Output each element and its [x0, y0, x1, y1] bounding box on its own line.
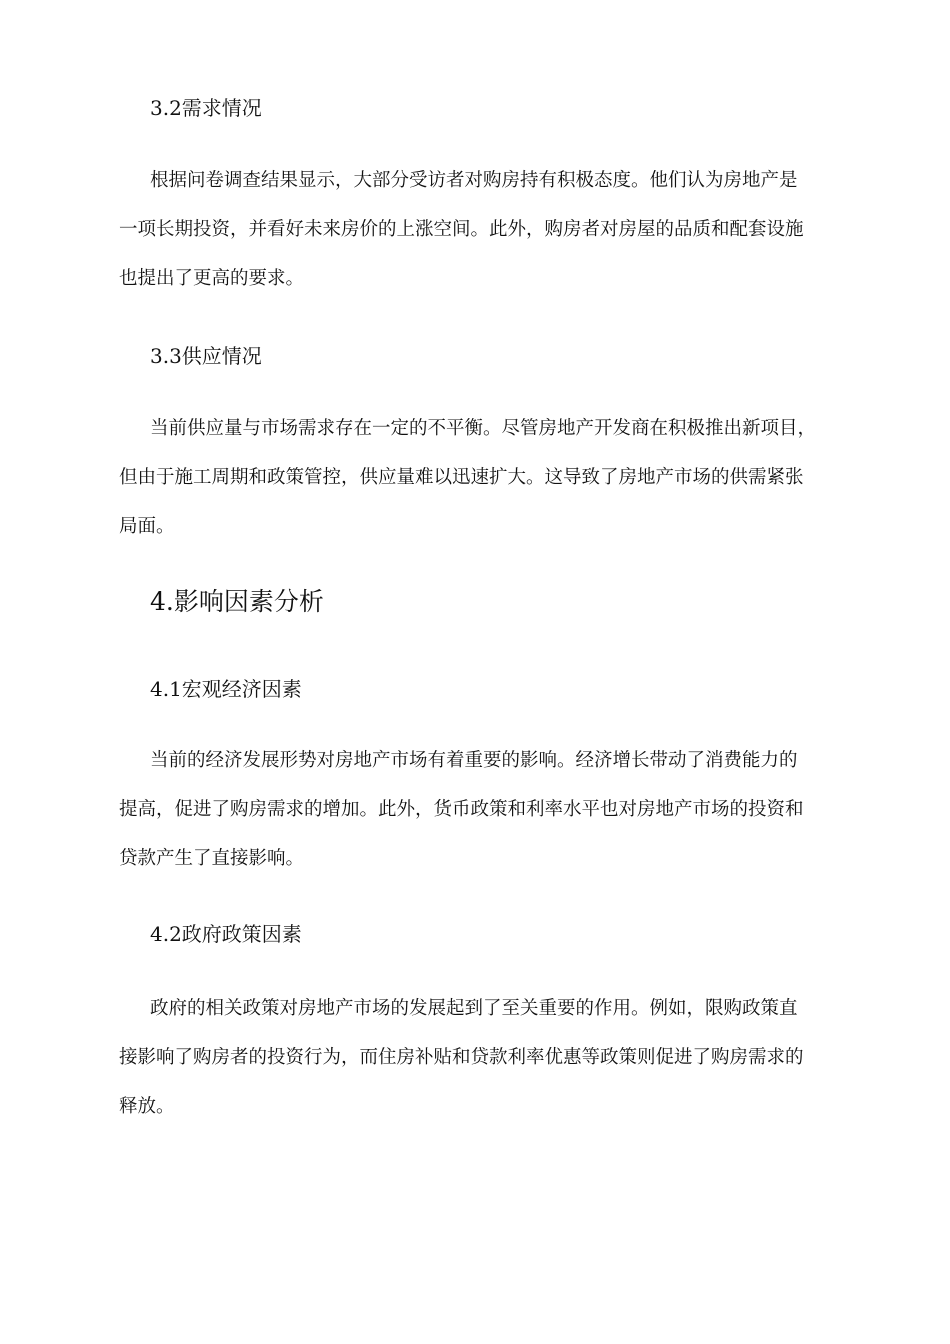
paragraph-3-3	[119, 404, 831, 551]
paragraph-line: 一项长期投资，并看好未来房价的上涨空间。此外，购房者对房屋的品质和配套设施	[119, 219, 804, 240]
section-heading-3-2: 3.2需求情况	[150, 96, 262, 120]
section-heading-4-2: 4.2政府政策因素	[150, 922, 302, 946]
section-heading-4-1: 4.1宏观经济因素	[150, 677, 302, 701]
paragraph-line: 提高，促进了购房需求的增加。此外，货币政策和利率水平也对房地产市场的投资和	[119, 799, 804, 820]
paragraph-line: 根据问卷调查结果显示，大部分受访者对购房持有积极态度。他们认为房地产是	[150, 170, 798, 191]
section-heading-3-3: 3.3供应情况	[150, 344, 262, 368]
paragraph-line: 但由于施工周期和政策管控，供应量难以迅速扩大。这导致了房地产市场的供需紧张	[119, 467, 804, 488]
section-heading-4: 4.影响因素分析	[150, 587, 324, 616]
paragraph-line: 贷款产生了直接影响。	[119, 848, 305, 869]
paragraph-4-1	[119, 736, 831, 883]
paragraph-4-2	[119, 984, 831, 1131]
paragraph-line: 接影响了购房者的投资行为，而住房补贴和贷款利率优惠等政策则促进了购房需求的	[119, 1047, 804, 1068]
paragraph-line: 释放。	[119, 1096, 175, 1117]
paragraph-line: 当前的经济发展形势对房地产市场有着重要的影响。经济增长带动了消费能力的	[150, 750, 798, 771]
paragraph-3-2	[119, 156, 831, 303]
paragraph-line: 当前供应量与市场需求存在一定的不平衡。尽管房地产开发商在积极推出新项目，	[150, 418, 817, 439]
paragraph-line: 也提出了更高的要求。	[119, 268, 305, 289]
paragraph-line: 局面。	[119, 516, 175, 537]
paragraph-line: 政府的相关政策对房地产市场的发展起到了至关重要的作用。例如，限购政策直	[150, 998, 798, 1019]
